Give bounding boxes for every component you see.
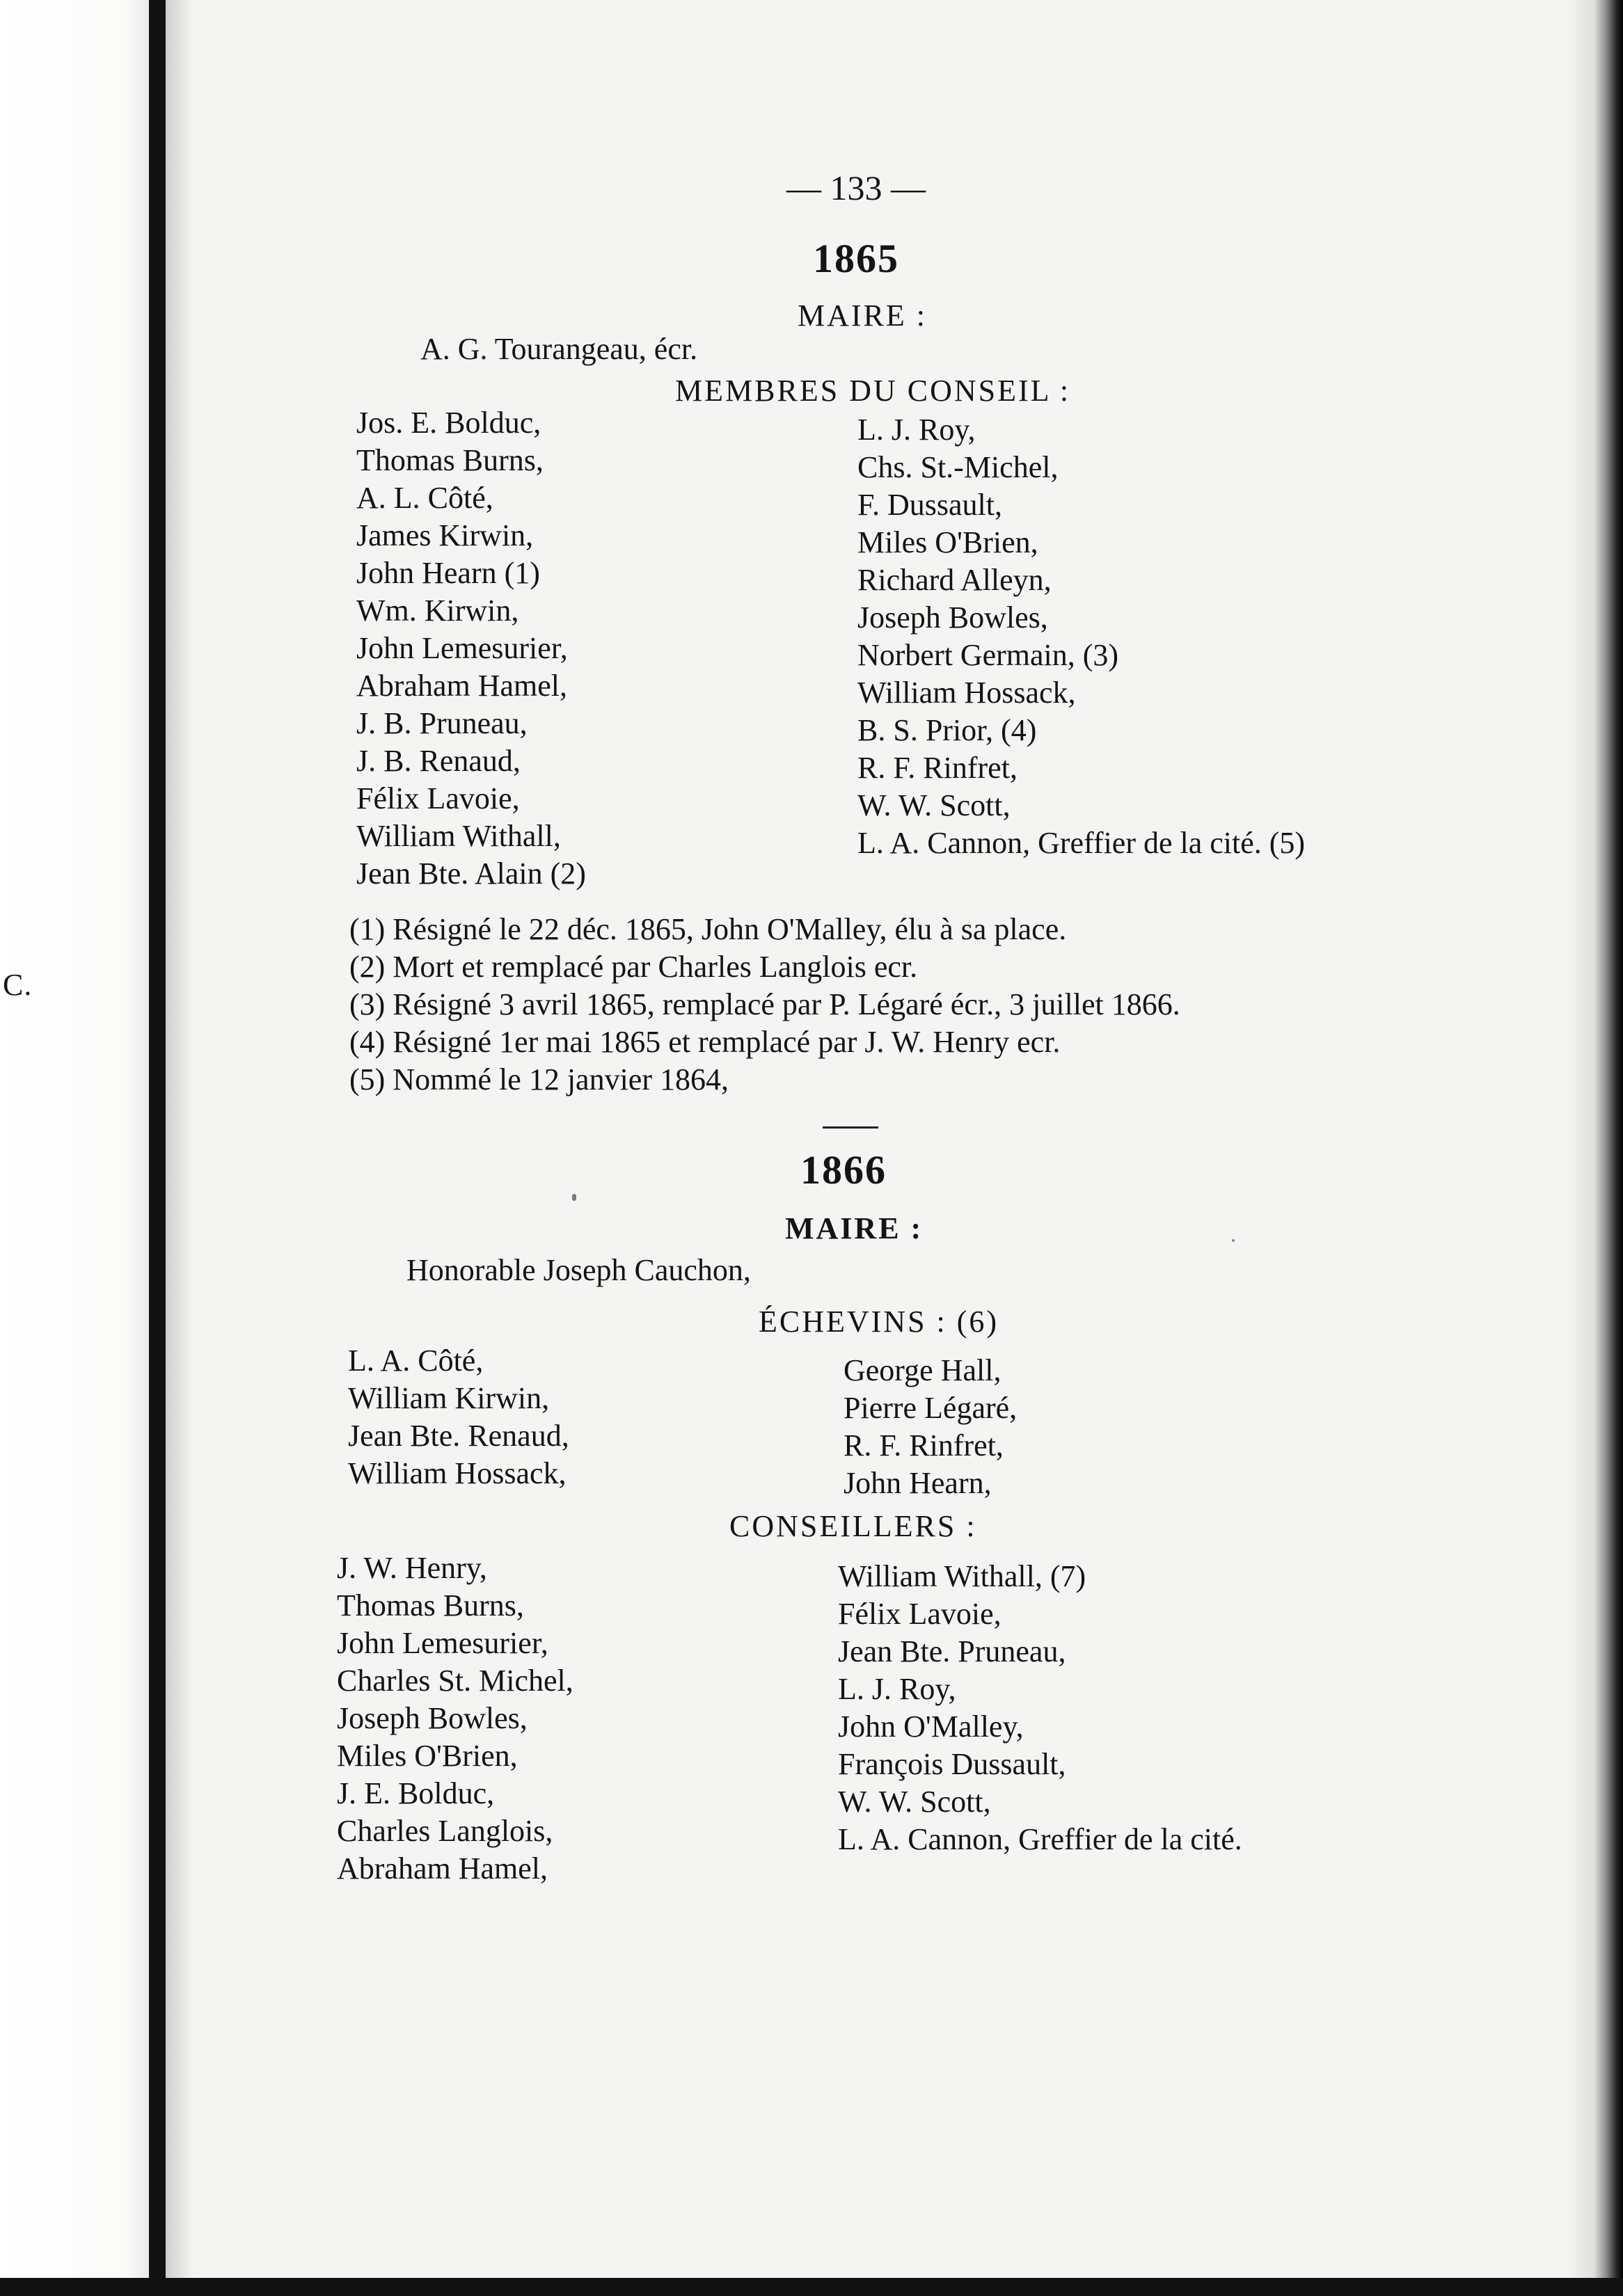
scan-right-edge <box>1595 0 1623 2296</box>
footnote: (5) Nommé le 12 janvier 1864, <box>349 1062 729 1097</box>
council-member: Chs. St.-Michel, <box>857 450 1059 484</box>
council-member: Thomas Burns, <box>356 443 544 477</box>
alderman: Pierre Légaré, <box>844 1391 1018 1425</box>
ink-speck <box>1232 1239 1235 1242</box>
council-member: Jean Bte. Alain (2) <box>356 856 586 891</box>
councillor: L. A. Cannon, Greffier de la cité. <box>838 1822 1242 1856</box>
council-member: J. B. Renaud, <box>356 744 521 778</box>
councillors-list-left-1866 <box>337 1550 573 1888</box>
section-divider <box>823 1126 878 1129</box>
gutter-shadow <box>166 0 193 2296</box>
council-member: William Withall, <box>356 819 561 853</box>
council-member: W. W. Scott, <box>857 788 1011 822</box>
page-number: — 133 — <box>786 168 926 207</box>
year-heading-1865: 1865 <box>813 236 899 281</box>
alderman: William Hossack, <box>348 1456 567 1490</box>
alderman: John Hearn, <box>844 1466 992 1500</box>
alderman: Jean Bte. Renaud, <box>348 1419 569 1453</box>
councillor: Charles Langlois, <box>337 1814 553 1848</box>
council-heading-1865: MEMBRES DU CONSEIL : <box>675 374 1071 408</box>
council-member: J. B. Pruneau, <box>356 706 528 740</box>
alderman: L. A. Côté, <box>348 1344 484 1378</box>
council-list-right-1865 <box>857 412 1305 863</box>
alderman: William Kirwin, <box>348 1381 550 1415</box>
footnote: (1) Résigné le 22 déc. 1865, John O'Malley, élu à sa place. <box>349 912 1067 946</box>
council-member: Wm. Kirwin, <box>356 593 519 628</box>
footnote: (2) Mort et remplacé par Charles Langlois ecr. <box>349 950 918 984</box>
alderman: R. F. Rinfret, <box>844 1428 1004 1462</box>
councillor: J. E. Bolduc, <box>337 1776 495 1810</box>
right-edge-shadow <box>1567 0 1595 2296</box>
councillor: Abraham Hamel, <box>337 1851 548 1886</box>
footnote: (3) Résigné 3 avril 1865, remplacé par P. Légaré écr., 3 juillet 1866. <box>349 987 1180 1021</box>
council-member: Joseph Bowles, <box>857 600 1048 635</box>
councillor: Joseph Bowles, <box>337 1701 528 1735</box>
council-member: John Hearn (1) <box>356 556 540 590</box>
councillor: Miles O'Brien, <box>337 1739 518 1773</box>
councillor: John O'Malley, <box>838 1709 1024 1744</box>
council-member: F. Dussault, <box>857 488 1002 522</box>
council-member: Abraham Hamel, <box>356 669 567 703</box>
aldermen-heading-1866: ÉCHEVINS : (6) <box>759 1305 999 1339</box>
council-member: Norbert Germain, (3) <box>857 638 1119 672</box>
aldermen-list-right-1866 <box>844 1353 1017 1503</box>
council-member: Richard Alleyn, <box>857 563 1052 597</box>
councillor: William Withall, (7) <box>838 1559 1086 1593</box>
council-member: John Lemesurier, <box>356 631 568 665</box>
councillors-heading-1866: CONSEILLERS : <box>729 1509 977 1543</box>
footnotes-1865 <box>349 911 1180 1099</box>
councillor: W. W. Scott, <box>838 1785 991 1819</box>
councillor: J. W. Henry, <box>337 1551 487 1585</box>
councillor: Thomas Burns, <box>337 1588 524 1623</box>
mayor-name-1865: A. G. Tourangeau, écr. <box>420 332 698 366</box>
mayor-heading-1866: MAIRE : <box>785 1211 924 1245</box>
mayor-heading-1865: MAIRE : <box>798 298 927 333</box>
councillor: François Dussault, <box>838 1747 1066 1781</box>
councillor: John Lemesurier, <box>337 1626 548 1660</box>
footnote: (4) Résigné 1er mai 1865 et remplacé par J. W. Henry ecr. <box>349 1025 1061 1059</box>
council-member: Miles O'Brien, <box>857 525 1038 559</box>
council-member: James Kirwin, <box>356 518 534 552</box>
councillor: L. J. Roy, <box>838 1672 956 1706</box>
scan-left-edge <box>0 0 157 2296</box>
aldermen-list-left-1866 <box>348 1343 569 1493</box>
facing-page-fragment: C. <box>3 968 33 1002</box>
mayor-name-1866: Honorable Joseph Cauchon, <box>406 1253 751 1287</box>
year-heading-1866: 1866 <box>800 1147 887 1193</box>
councillor: Charles St. Michel, <box>337 1664 573 1698</box>
binding-gutter <box>149 0 166 2296</box>
council-member: Jos. E. Bolduc, <box>356 406 541 440</box>
council-member: R. F. Rinfret, <box>857 751 1018 785</box>
councillors-list-right-1866 <box>838 1558 1242 1859</box>
council-member: B. S. Prior, (4) <box>857 713 1037 747</box>
council-member: Félix Lavoie, <box>356 781 520 815</box>
ink-speck <box>572 1194 576 1201</box>
council-member: L. J. Roy, <box>857 413 976 447</box>
councillor: Félix Lavoie, <box>838 1597 1001 1631</box>
council-member: A. L. Côté, <box>356 481 493 515</box>
council-list-left-1865 <box>356 405 586 893</box>
alderman: George Hall, <box>844 1353 1001 1387</box>
councillor: Jean Bte. Pruneau, <box>838 1634 1066 1668</box>
council-member: William Hossack, <box>857 676 1076 710</box>
scan-bottom-edge <box>0 2278 1623 2296</box>
council-member: L. A. Cannon, Greffier de la cité. (5) <box>857 826 1306 860</box>
